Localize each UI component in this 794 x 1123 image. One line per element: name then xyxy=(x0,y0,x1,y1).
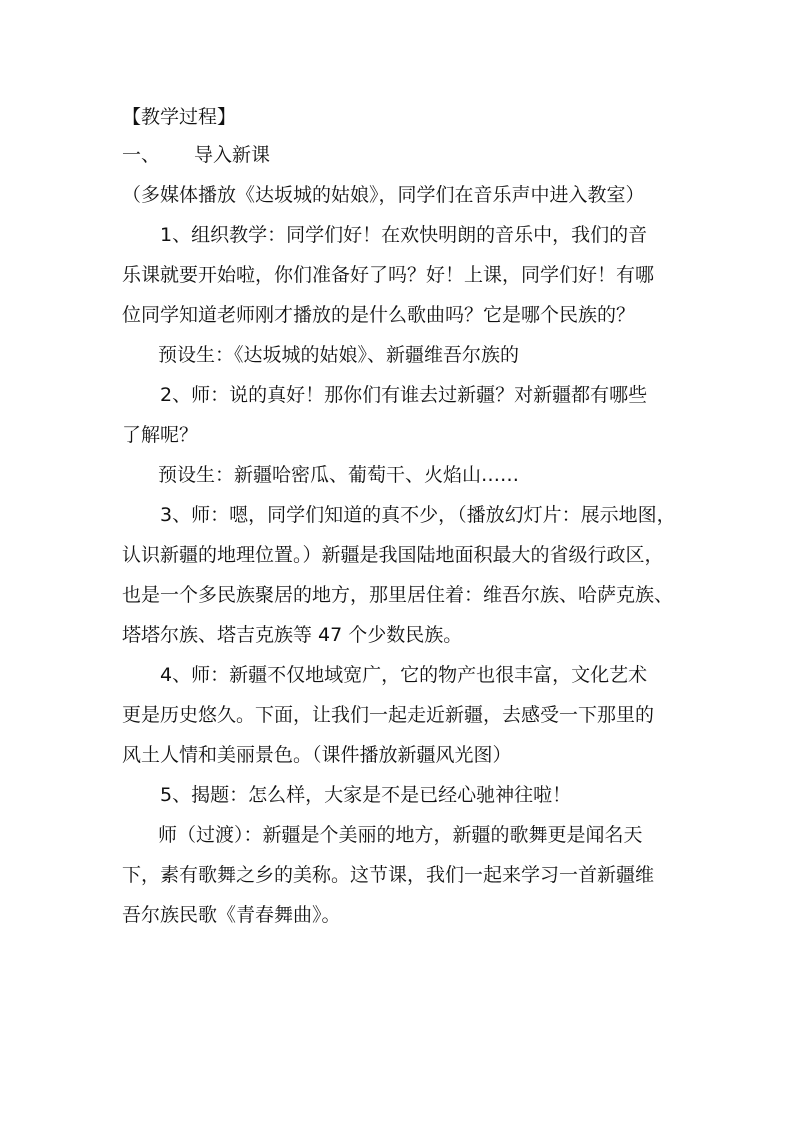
paragraph-1 xyxy=(122,218,682,338)
paragraph-line: 了解呢？ xyxy=(122,424,199,446)
subheading-number: 一、 xyxy=(122,144,161,166)
paragraph-4 xyxy=(122,658,682,778)
paragraph-line: 吾尔族民歌《青春舞曲》。 xyxy=(122,904,341,926)
paragraph-line: 4、师：新疆不仅地域宽广，它的物产也很丰富，文化艺术 xyxy=(160,664,648,686)
document-body xyxy=(122,100,682,938)
paragraph-2 xyxy=(122,378,682,458)
subheading-text: 导入新课 xyxy=(194,144,271,166)
paragraph-line: 更是历史悠久。下面，让我们一起走近新疆，去感受一下那里的 xyxy=(122,704,655,726)
section-heading: 【教学过程】 xyxy=(122,106,237,128)
paragraph-line: 乐课就要开始啦，你们准备好了吗？好！上课，同学们好！有哪 xyxy=(122,264,655,286)
paragraph-line: 2、师：说的真好！那你们有谁去过新疆？对新疆都有哪些 xyxy=(160,384,648,406)
subheading xyxy=(122,138,682,178)
paragraph-line: 1、组织教学：同学们好！在欢快明朗的音乐中，我们的音 xyxy=(160,224,648,246)
paragraph-line: 下，素有歌舞之乡的美称。这节课，我们一起来学习一首新疆维 xyxy=(122,864,655,886)
preset-answer-1: 预设生：《达坂城的姑娘》、新疆维吾尔族的 xyxy=(158,344,520,366)
paragraph-3 xyxy=(122,498,682,658)
paragraph-5: 5、揭题：怎么样，大家是不是已经心驰神往啦！ xyxy=(160,784,572,806)
paragraph-line: 师（过渡）：新疆是个美丽的地方，新疆的歌舞更是闻名天 xyxy=(158,824,643,846)
paragraph-line: 位同学知道老师刚才播放的是什么歌曲吗？它是哪个民族的？ xyxy=(122,304,636,326)
intro-line: （多媒体播放《达坂城的姑娘》，同学们在音乐声中进入教室） xyxy=(122,184,645,206)
paragraph-line: 塔塔尔族、塔吉克族等 47 个少数民族。 xyxy=(122,624,463,646)
paragraph-line: 3、师：嗯，同学们知道的真不少，（播放幻灯片：展示地图， xyxy=(160,504,676,526)
paragraph-line: 风土人情和美丽景色。（课件播放新疆风光图） xyxy=(122,744,512,766)
paragraph-line: 认识新疆的地理位置。）新疆是我国陆地面积最大的省级行政区， xyxy=(122,544,664,566)
paragraph-line: 也是一个多民族聚居的地方，那里居住着：维吾尔族、哈萨克族、 xyxy=(122,584,674,606)
preset-answer-2: 预设生：新疆哈密瓜、葡萄干、火焰山…… xyxy=(158,464,520,486)
paragraph-6 xyxy=(122,818,682,938)
